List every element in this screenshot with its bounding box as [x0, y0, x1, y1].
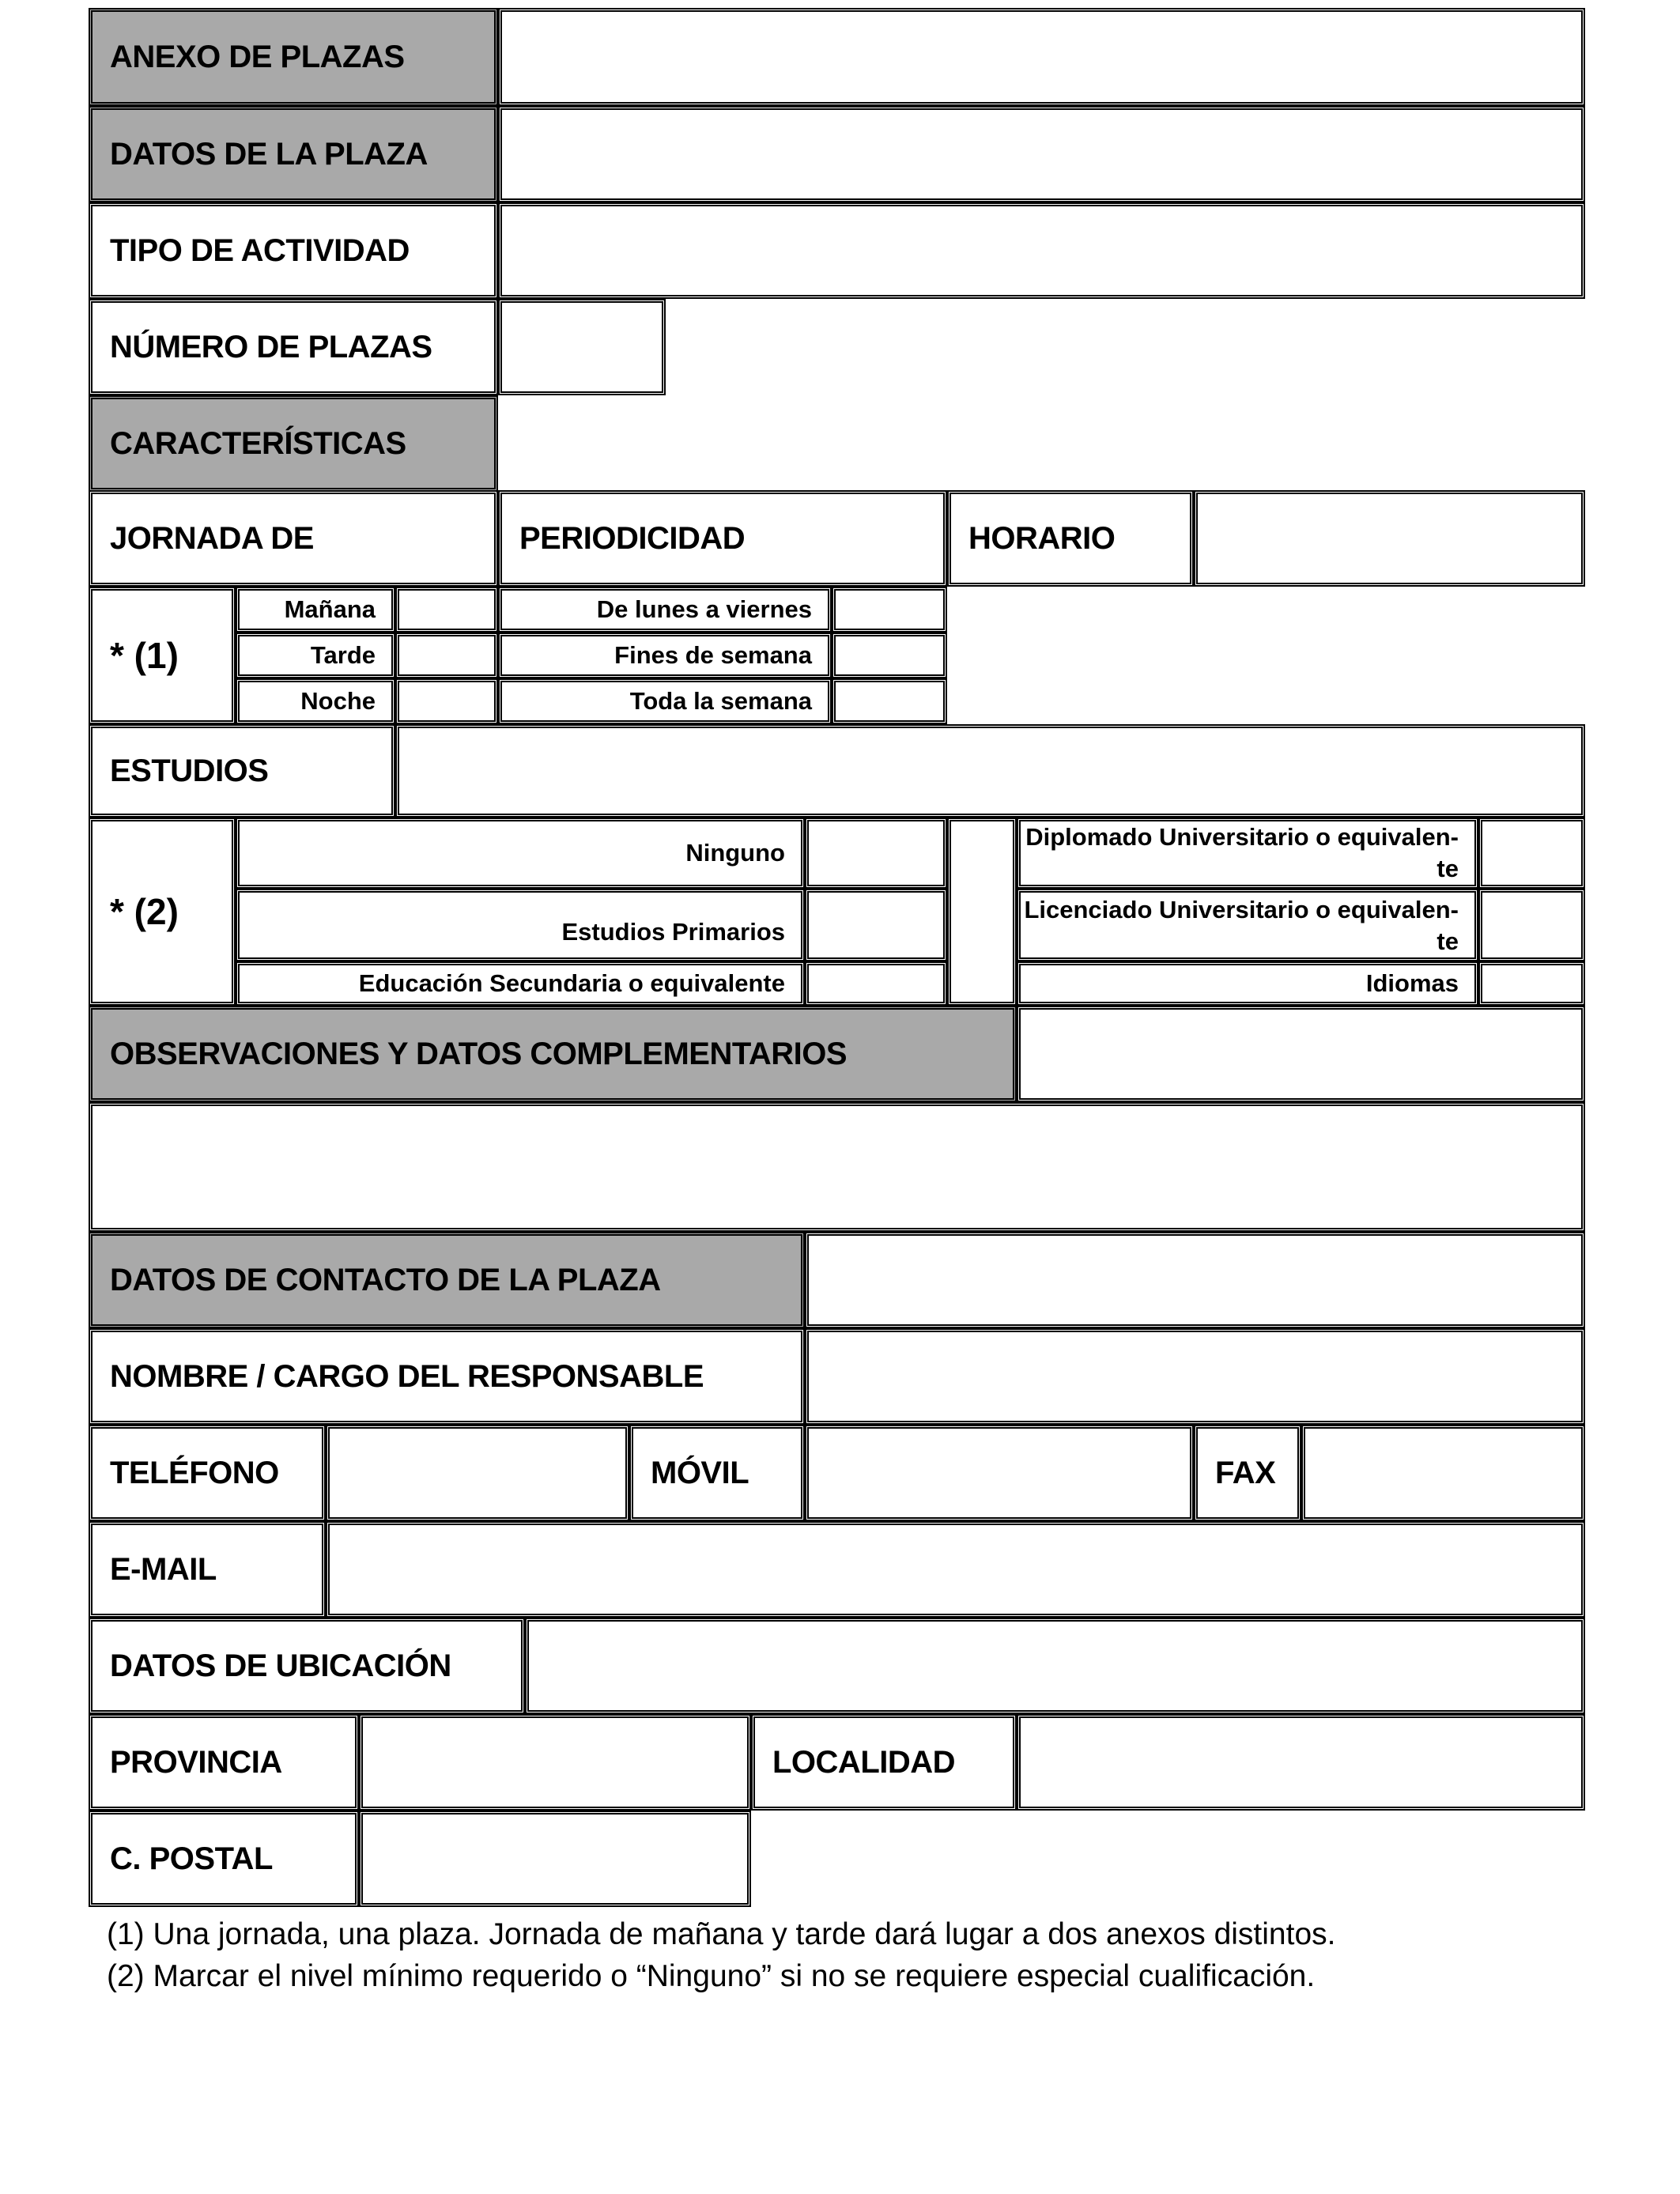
numero-plazas-field[interactable] [498, 299, 666, 395]
estudios-idiomas-label: Idiomas [1017, 961, 1478, 1006]
footnote-2: (2) Marcar el nivel mínimo requerido o “Ninguno” si no se requiere especial cualificación. [107, 1959, 1316, 1993]
licenciado-line-1: Licenciado Universitario o equivalen- [1024, 896, 1459, 923]
periodo-fines-semana-checkbox[interactable] [832, 633, 947, 678]
responsable-label: NOMBRE / CARGO DEL RESPONSABLE [89, 1328, 805, 1425]
estudios-primarios-checkbox[interactable] [805, 889, 947, 961]
estudios-footnote-mark: * (2) [89, 818, 236, 1006]
postal-field[interactable] [359, 1811, 751, 1907]
estudios-ninguno-label: Ninguno [236, 818, 805, 889]
contacto-label: DATOS DE CONTACTO DE LA PLAZA [89, 1232, 805, 1328]
movil-label: MÓVIL [629, 1425, 805, 1521]
turno-noche-label: Noche [236, 678, 395, 724]
anexo-label: ANEXO DE PLAZAS [89, 8, 498, 106]
datos-plaza-label: DATOS DE LA PLAZA [89, 106, 498, 202]
turno-tarde-checkbox[interactable] [395, 633, 498, 678]
periodo-lunes-viernes-checkbox[interactable] [832, 587, 947, 633]
turno-manana-label: Mañana [236, 587, 395, 633]
estudios-ninguno-checkbox[interactable] [805, 818, 947, 889]
email-field[interactable] [326, 1521, 1585, 1618]
fax-label: FAX [1194, 1425, 1301, 1521]
periodo-toda-semana-checkbox[interactable] [832, 678, 947, 724]
turno-noche-checkbox[interactable] [395, 678, 498, 724]
periodicidad-label: PERIODICIDAD [498, 490, 947, 587]
horario-field[interactable] [1194, 490, 1585, 587]
telefono-label: TELÉFONO [89, 1425, 326, 1521]
diplomado-line-2: te [1436, 855, 1459, 882]
estudios-primarios-label: Estudios Primarios [236, 889, 805, 961]
provincia-label: PROVINCIA [89, 1714, 359, 1811]
estudios-secundaria-label: Educación Secundaria o equivalente [236, 961, 805, 1006]
diplomado-line-1: Diplomado Universitario o equivalen- [1025, 823, 1459, 851]
numero-plazas-label: NÚMERO DE PLAZAS [89, 299, 498, 395]
anexo-field[interactable] [498, 8, 1585, 106]
licenciado-line-2: te [1436, 927, 1459, 955]
tipo-actividad-label: TIPO DE ACTIVIDAD [89, 202, 498, 299]
provincia-field[interactable] [359, 1714, 751, 1811]
localidad-label: LOCALIDAD [751, 1714, 1017, 1811]
ubicacion-field[interactable] [525, 1618, 1585, 1714]
observaciones-label: OBSERVACIONES Y DATOS COMPLEMENTARIOS [89, 1006, 1017, 1102]
estudios-field[interactable] [395, 724, 1585, 818]
estudios-spacer [947, 818, 1017, 1006]
localidad-field[interactable] [1017, 1714, 1585, 1811]
datos-plaza-field[interactable] [498, 106, 1585, 202]
estudios-licenciado-checkbox[interactable] [1478, 889, 1585, 961]
periodo-fines-semana-label: Fines de semana [498, 633, 832, 678]
estudios-diplomado-checkbox[interactable] [1478, 818, 1585, 889]
responsable-field[interactable] [805, 1328, 1585, 1425]
caracteristicas-label: CARACTERÍSTICAS [89, 395, 498, 492]
observaciones-field[interactable] [89, 1102, 1585, 1232]
turno-manana-checkbox[interactable] [395, 587, 498, 633]
estudios-diplomado-label [1017, 818, 1478, 889]
turno-tarde-label: Tarde [236, 633, 395, 678]
postal-label: C. POSTAL [89, 1811, 359, 1907]
movil-field[interactable] [805, 1425, 1194, 1521]
periodo-toda-semana-label: Toda la semana [498, 678, 832, 724]
fax-field[interactable] [1301, 1425, 1585, 1521]
estudios-secundaria-checkbox[interactable] [805, 961, 947, 1006]
estudios-label: ESTUDIOS [89, 724, 395, 818]
email-label: E-MAIL [89, 1521, 326, 1618]
footnote-1: (1) Una jornada, una plaza. Jornada de mañana y tarde dará lugar a dos anexos distintos. [107, 1917, 1336, 1951]
jornada-label: JORNADA DE [89, 490, 498, 587]
tipo-actividad-field[interactable] [498, 202, 1585, 299]
periodo-lunes-viernes-label: De lunes a viernes [498, 587, 832, 633]
estudios-idiomas-checkbox[interactable] [1478, 961, 1585, 1006]
contacto-field[interactable] [805, 1232, 1585, 1328]
telefono-field[interactable] [326, 1425, 629, 1521]
ubicacion-label: DATOS DE UBICACIÓN [89, 1618, 525, 1714]
jornada-footnote-mark: * (1) [89, 587, 236, 724]
estudios-licenciado-label [1017, 889, 1478, 961]
observaciones-side-field[interactable] [1017, 1006, 1585, 1102]
horario-label: HORARIO [947, 490, 1194, 587]
